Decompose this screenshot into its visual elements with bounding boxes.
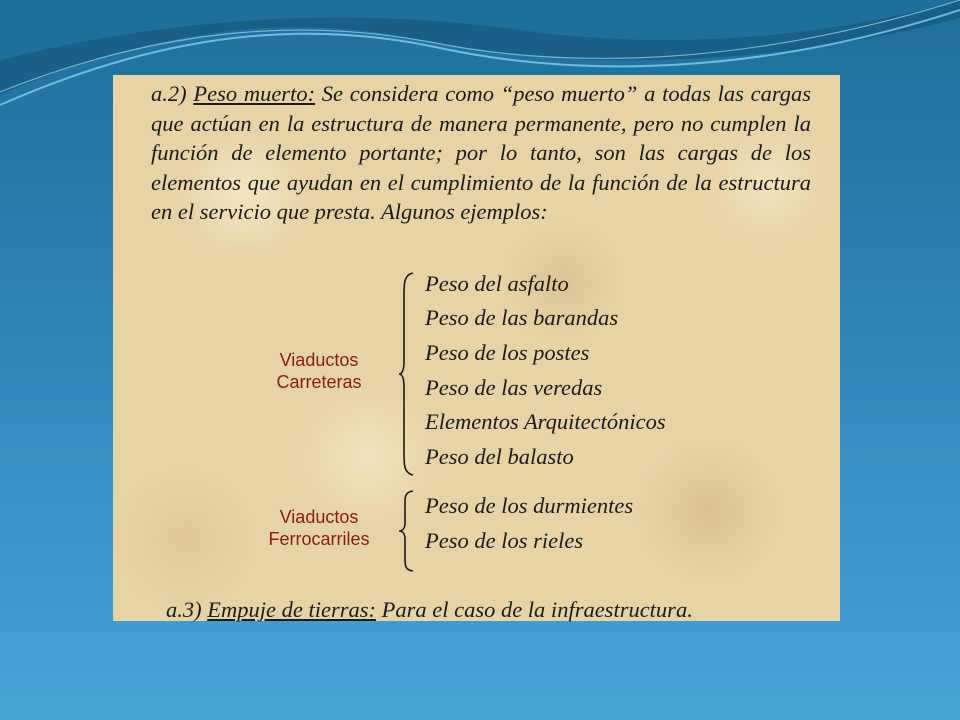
- list-item: Peso de las veredas: [425, 375, 603, 400]
- section-term: Peso muerto:: [193, 81, 316, 106]
- brace-carreteras: [397, 271, 417, 477]
- list-item: Peso de los durmientes: [425, 493, 634, 518]
- group-label-line: Ferrocarriles: [268, 529, 370, 549]
- list-item: Peso del asfalto: [425, 271, 569, 296]
- group-label-line: Viaductos: [279, 350, 359, 370]
- section-body: Se considera como “peso muerto” a todas las cargas que actúan en la estructura de manera permanente, pero no cumplen la función de elemento portante; por lo tanto, son las cargas de los elementos que ayudan en el cumplimiento de la función de la estructura en el servicio que presta. Algunos ejemplos:: [151, 81, 811, 224]
- group-label-ferrocarriles: [251, 506, 387, 550]
- group-label-line: Carreteras: [276, 372, 362, 392]
- list-item: Peso de las barandas: [425, 305, 619, 330]
- list-item: Peso del balasto: [425, 444, 574, 469]
- group-label-carreteras: [259, 349, 379, 393]
- content-card: [113, 75, 840, 621]
- footer-label: a.3): [166, 597, 202, 622]
- section-label: a.2): [151, 81, 187, 106]
- list-item: Peso de los postes: [425, 340, 590, 365]
- group-label-line: Viaductos: [279, 507, 359, 527]
- footer-body: Para el caso de la infraestructura.: [375, 597, 693, 622]
- earth-pressure-line: [166, 597, 693, 623]
- brace-ferrocarriles: [397, 489, 417, 573]
- footer-term: Empuje de tierras:: [207, 597, 376, 622]
- list-item: Elementos Arquitectónicos: [425, 409, 666, 434]
- list-item: Peso de los rieles: [425, 528, 584, 553]
- dead-load-paragraph: [151, 79, 811, 227]
